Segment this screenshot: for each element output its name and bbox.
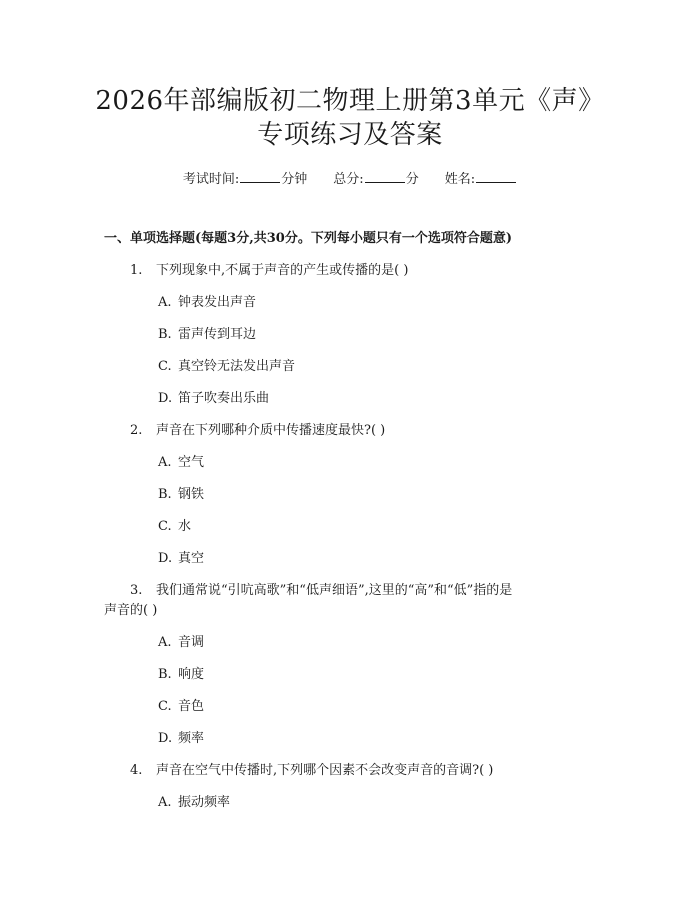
- time-label: 考试时间:: [182, 172, 240, 187]
- question-3: [130, 582, 512, 600]
- score-label: 总分:: [333, 172, 364, 187]
- option-letter: A.: [158, 795, 172, 810]
- option-letter: D.: [158, 731, 173, 746]
- option-letter: A.: [158, 635, 172, 650]
- option-text: 真空: [178, 551, 205, 566]
- option-3d: [158, 730, 204, 748]
- option-1d: [158, 390, 269, 408]
- section-heading: 一、单项选择题(每题3分,共30分。下列每小题只有一个选项符合题意): [104, 231, 512, 246]
- option-3a: [158, 634, 204, 652]
- option-text: 笛子吹奏出乐曲: [178, 391, 270, 406]
- option-text: 振动频率: [178, 795, 231, 810]
- option-letter: C.: [158, 359, 172, 374]
- option-text: 空气: [178, 455, 205, 470]
- question-text: 声音在下列哪种介质中传播速度最快?( ): [156, 423, 386, 438]
- option-letter: B.: [158, 327, 172, 342]
- option-letter: D.: [158, 391, 173, 406]
- question-2: [130, 422, 385, 440]
- option-letter: A.: [158, 455, 172, 470]
- option-letter: C.: [158, 519, 172, 534]
- option-text: 响度: [178, 667, 205, 682]
- option-3c: [158, 698, 204, 716]
- question-text: 下列现象中,不属于声音的产生或传播的是( ): [156, 263, 409, 278]
- option-text: 音调: [178, 635, 205, 650]
- option-text: 钢铁: [178, 487, 205, 502]
- score-unit: 分: [405, 172, 419, 187]
- question-number: 3.: [130, 583, 143, 598]
- option-text: 真空铃无法发出声音: [178, 359, 296, 374]
- name-blank: [476, 170, 516, 183]
- option-3b: [158, 666, 204, 684]
- time-blank: [240, 170, 280, 183]
- question-number: 4.: [130, 763, 143, 778]
- option-text: 频率: [178, 731, 205, 746]
- option-2d: [158, 550, 204, 568]
- time-unit: 分钟: [281, 172, 308, 187]
- question-text: 声音在空气中传播时,下列哪个因素不会改变声音的音调?( ): [156, 763, 494, 778]
- option-1c: [158, 358, 295, 376]
- question-3-continuation: 声音的( ): [104, 603, 158, 618]
- option-letter: C.: [158, 699, 172, 714]
- title-line-1: 2026年部编版初二物理上册第3单元《声》: [95, 86, 605, 116]
- question-text: 我们通常说“引吭高歌”和“低声细语”,这里的“高”和“低”指的是: [156, 583, 513, 598]
- score-blank: [365, 170, 405, 183]
- option-4a: [158, 794, 230, 812]
- name-label: 姓名:: [444, 172, 476, 187]
- option-1a: [158, 294, 256, 312]
- option-letter: A.: [158, 295, 172, 310]
- option-letter: D.: [158, 551, 173, 566]
- option-2b: [158, 486, 204, 504]
- question-number: 1.: [130, 263, 143, 278]
- option-letter: B.: [158, 667, 172, 682]
- option-1b: [158, 326, 256, 344]
- question-number: 2.: [130, 423, 143, 438]
- option-text: 钟表发出声音: [178, 295, 257, 310]
- exam-info-line: [0, 170, 700, 189]
- question-4: [130, 762, 493, 780]
- option-text: 水: [178, 519, 192, 534]
- option-text: 雷声传到耳边: [178, 327, 257, 342]
- title-line-2: 专项练习及答案: [257, 120, 443, 150]
- option-text: 音色: [178, 699, 205, 714]
- option-2c: [158, 518, 191, 536]
- option-letter: B.: [158, 487, 172, 502]
- option-2a: [158, 454, 204, 472]
- question-1: [130, 262, 408, 280]
